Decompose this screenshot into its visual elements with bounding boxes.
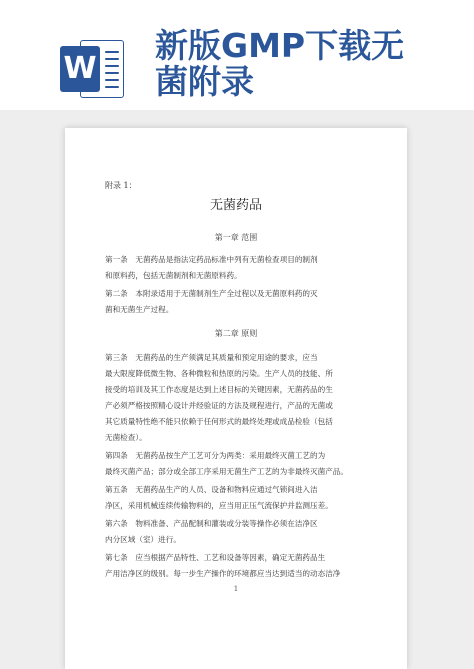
page-header [0,0,474,110]
paragraph-line: 最终灭菌产品；部分或全部工序采用无菌生产工艺的为非最终灭菌产品。 [105,467,348,476]
paragraph-line: 第二条 本附录适用于无菌制剂生产全过程以及无菌原料药的灭 [105,289,318,298]
paragraph-line: 菌和无菌生产过程。 [105,305,174,314]
paragraph-line: 第六条 物料准备、产品配制和灌装或分装等操作必须在洁净区 [105,519,318,528]
page-title [155,28,455,100]
document-preview [65,128,407,669]
paragraph-line: 第五条 无菌药品生产的人员、设备和物料应通过气锁间进入洁 [105,485,318,494]
paragraph-line: 内分区域（室）进行。 [105,535,181,544]
paragraph-line: 产必须严格按照精心设计并经验证的方法及规程进行，产品的无菌或 [105,401,333,410]
page-number: 1 [233,585,239,593]
paragraph-line: 第三条 无菌药品的生产须满足其质量和预定用途的要求，应当 [105,353,318,362]
paragraph-line: 第七条 应当根据产品特性、工艺和设备等因素，确定无菌药品生 [105,553,326,562]
chapter-heading-2: 第二章 原则 [214,329,258,338]
paragraph-line: 接受的培训及其工作态度是达到上述目标的关键因素，无菌药品的生 [105,385,333,394]
word-document-icon [60,38,124,100]
paragraph-line: 最大限度降低微生物、各种微粒和热原的污染。生产人员的技能、所 [105,369,333,378]
paragraph-line: 第一条 无菌药品是指法定药品标准中列有无菌检查项目的制剂 [105,255,318,264]
document-title: 无菌药品 [209,198,262,213]
paragraph-line: 第四条 无菌药品按生产工艺可分为两类：采用最终灭菌工艺的为 [105,451,326,460]
paragraph-line: 净区，采用机械连续传输物料的，应当用正压气流保护并监测压差。 [105,501,333,510]
paragraph-line: 和原料药，包括无菌制剂和无菌原料药。 [105,271,242,280]
title-line-1: 新版GMP下载无 [155,26,405,65]
word-badge: W [60,46,100,92]
chapter-heading-1: 第一章 范围 [214,233,258,242]
paragraph-line: 产用洁净区的级别。每一步生产操作的环境都应当达到适当的动态洁净 [105,569,341,578]
title-line-2: 菌附录 [155,62,254,101]
appendix-label: 附录 1： [105,181,137,190]
paragraph-line: 无菌检查）。 [105,433,147,442]
paragraph-line: 其它质量特性绝不能只依赖于任何形式的最终处理或成品检验（包括 [105,417,333,426]
